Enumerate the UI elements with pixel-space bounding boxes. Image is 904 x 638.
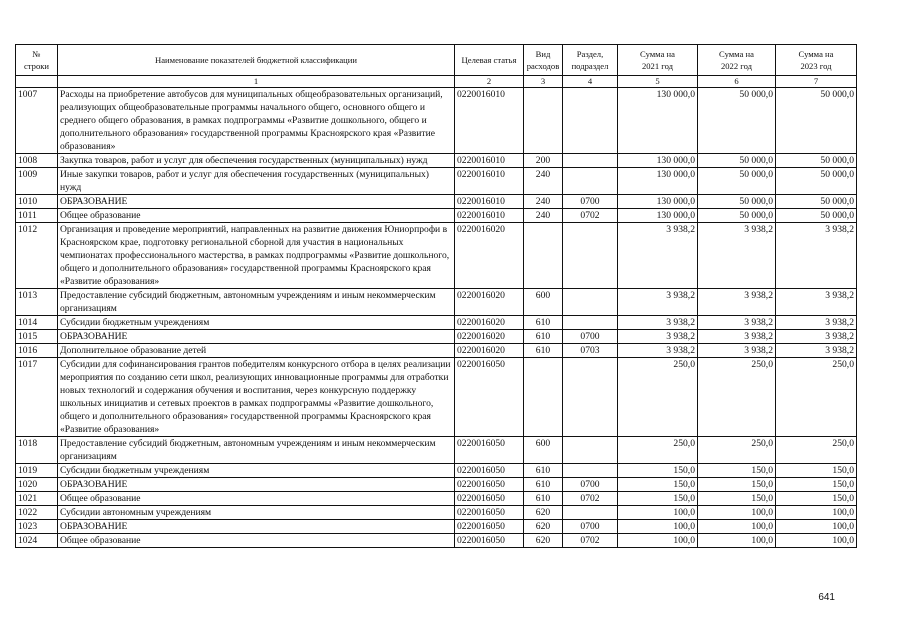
row-name: Общее образование bbox=[58, 209, 455, 223]
row-sum-2023: 50 000,0 bbox=[776, 209, 857, 223]
row-number: 1013 bbox=[16, 289, 58, 316]
row-sum-2023: 250,0 bbox=[776, 437, 857, 464]
row-sum-2022: 100,0 bbox=[698, 534, 776, 548]
row-section: 0702 bbox=[563, 209, 618, 223]
row-section bbox=[563, 358, 618, 437]
row-sum-2021: 3 938,2 bbox=[618, 344, 698, 358]
row-number: 1010 bbox=[16, 195, 58, 209]
column-index: 1 bbox=[58, 76, 455, 88]
row-target-article: 0220016050 bbox=[455, 464, 524, 478]
row-sum-2023: 50 000,0 bbox=[776, 154, 857, 168]
row-section bbox=[563, 506, 618, 520]
row-sum-2023: 100,0 bbox=[776, 520, 857, 534]
row-name: Субсидии автономным учреждениям bbox=[58, 506, 455, 520]
row-number: 1009 bbox=[16, 168, 58, 195]
row-number: 1016 bbox=[16, 344, 58, 358]
row-sum-2021: 250,0 bbox=[618, 358, 698, 437]
header-kind: Вид расходов bbox=[524, 45, 563, 76]
row-section: 0700 bbox=[563, 195, 618, 209]
header-sum-2022: Сумма на 2022 год bbox=[698, 45, 776, 76]
row-expense-kind: 610 bbox=[524, 478, 563, 492]
row-sum-2022: 250,0 bbox=[698, 358, 776, 437]
row-number: 1020 bbox=[16, 478, 58, 492]
table-row bbox=[16, 358, 857, 437]
table-row bbox=[16, 506, 857, 520]
table-row bbox=[16, 520, 857, 534]
row-number: 1008 bbox=[16, 154, 58, 168]
row-sum-2023: 3 938,2 bbox=[776, 316, 857, 330]
row-target-article: 0220016050 bbox=[455, 534, 524, 548]
row-sum-2023: 50 000,0 bbox=[776, 195, 857, 209]
header-section: Раздел, подраздел bbox=[563, 45, 618, 76]
row-section bbox=[563, 88, 618, 154]
row-target-article: 0220016010 bbox=[455, 154, 524, 168]
header-row bbox=[16, 45, 857, 76]
row-expense-kind: 240 bbox=[524, 168, 563, 195]
row-number: 1023 bbox=[16, 520, 58, 534]
row-target-article: 0220016010 bbox=[455, 168, 524, 195]
row-sum-2022: 50 000,0 bbox=[698, 88, 776, 154]
row-sum-2022: 50 000,0 bbox=[698, 195, 776, 209]
row-section: 0700 bbox=[563, 330, 618, 344]
row-number: 1019 bbox=[16, 464, 58, 478]
row-target-article: 0220016050 bbox=[455, 437, 524, 464]
table-row bbox=[16, 195, 857, 209]
row-sum-2022: 50 000,0 bbox=[698, 168, 776, 195]
row-section: 0700 bbox=[563, 478, 618, 492]
table-row bbox=[16, 478, 857, 492]
table-row bbox=[16, 492, 857, 506]
row-sum-2023: 100,0 bbox=[776, 506, 857, 520]
table-row bbox=[16, 316, 857, 330]
row-sum-2023: 150,0 bbox=[776, 464, 857, 478]
header-row-no: № строки bbox=[16, 45, 58, 76]
row-target-article: 0220016050 bbox=[455, 506, 524, 520]
row-sum-2023: 3 938,2 bbox=[776, 344, 857, 358]
row-name: Дополнительное образование детей bbox=[58, 344, 455, 358]
table-row bbox=[16, 534, 857, 548]
row-sum-2023: 3 938,2 bbox=[776, 330, 857, 344]
row-sum-2023: 50 000,0 bbox=[776, 88, 857, 154]
row-section bbox=[563, 464, 618, 478]
column-index: 2 bbox=[455, 76, 524, 88]
row-sum-2021: 130 000,0 bbox=[618, 209, 698, 223]
column-index: 5 bbox=[618, 76, 698, 88]
row-expense-kind bbox=[524, 88, 563, 154]
row-target-article: 0220016050 bbox=[455, 492, 524, 506]
row-sum-2023: 150,0 bbox=[776, 492, 857, 506]
row-target-article: 0220016020 bbox=[455, 316, 524, 330]
row-sum-2021: 150,0 bbox=[618, 478, 698, 492]
row-number: 1024 bbox=[16, 534, 58, 548]
row-sum-2022: 50 000,0 bbox=[698, 154, 776, 168]
row-number: 1018 bbox=[16, 437, 58, 464]
row-sum-2023: 100,0 bbox=[776, 534, 857, 548]
header-target: Целевая статья bbox=[455, 45, 524, 76]
table-row bbox=[16, 209, 857, 223]
row-sum-2021: 100,0 bbox=[618, 520, 698, 534]
column-index-blank bbox=[16, 76, 58, 88]
row-sum-2021: 3 938,2 bbox=[618, 316, 698, 330]
row-sum-2021: 150,0 bbox=[618, 464, 698, 478]
row-name: ОБРАЗОВАНИЕ bbox=[58, 478, 455, 492]
row-expense-kind bbox=[524, 223, 563, 289]
row-target-article: 0220016050 bbox=[455, 358, 524, 437]
row-target-article: 0220016010 bbox=[455, 88, 524, 154]
row-target-article: 0220016020 bbox=[455, 289, 524, 316]
row-sum-2021: 3 938,2 bbox=[618, 330, 698, 344]
header-sum-2023: Сумма на 2023 год bbox=[776, 45, 857, 76]
row-expense-kind: 610 bbox=[524, 492, 563, 506]
row-sum-2022: 100,0 bbox=[698, 520, 776, 534]
row-sum-2023: 50 000,0 bbox=[776, 168, 857, 195]
row-name: ОБРАЗОВАНИЕ bbox=[58, 330, 455, 344]
row-sum-2022: 150,0 bbox=[698, 464, 776, 478]
row-sum-2022: 150,0 bbox=[698, 492, 776, 506]
row-sum-2022: 3 938,2 bbox=[698, 289, 776, 316]
table-row bbox=[16, 154, 857, 168]
row-expense-kind: 610 bbox=[524, 344, 563, 358]
row-name: Общее образование bbox=[58, 534, 455, 548]
column-index: 7 bbox=[776, 76, 857, 88]
row-expense-kind bbox=[524, 358, 563, 437]
row-sum-2021: 130 000,0 bbox=[618, 195, 698, 209]
row-expense-kind: 240 bbox=[524, 195, 563, 209]
row-sum-2023: 3 938,2 bbox=[776, 223, 857, 289]
column-index: 6 bbox=[698, 76, 776, 88]
page-number: 641 bbox=[818, 592, 835, 603]
row-name: Общее образование bbox=[58, 492, 455, 506]
row-sum-2022: 3 938,2 bbox=[698, 316, 776, 330]
row-target-article: 0220016010 bbox=[455, 195, 524, 209]
row-expense-kind: 600 bbox=[524, 289, 563, 316]
header-name: Наименование показателей бюджетной классификации bbox=[58, 45, 455, 76]
row-expense-kind: 200 bbox=[524, 154, 563, 168]
table-row bbox=[16, 168, 857, 195]
row-sum-2022: 3 938,2 bbox=[698, 344, 776, 358]
row-target-article: 0220016050 bbox=[455, 478, 524, 492]
row-section bbox=[563, 223, 618, 289]
header-sum-2021: Сумма на 2021 год bbox=[618, 45, 698, 76]
column-index: 4 bbox=[563, 76, 618, 88]
row-target-article: 0220016050 bbox=[455, 520, 524, 534]
row-sum-2022: 150,0 bbox=[698, 478, 776, 492]
row-sum-2021: 250,0 bbox=[618, 437, 698, 464]
row-section: 0702 bbox=[563, 534, 618, 548]
row-number: 1011 bbox=[16, 209, 58, 223]
row-name: ОБРАЗОВАНИЕ bbox=[58, 195, 455, 209]
row-sum-2022: 250,0 bbox=[698, 437, 776, 464]
row-sum-2023: 150,0 bbox=[776, 478, 857, 492]
row-name: Субсидии бюджетным учреждениям bbox=[58, 464, 455, 478]
table-row bbox=[16, 437, 857, 464]
row-number: 1021 bbox=[16, 492, 58, 506]
row-sum-2022: 3 938,2 bbox=[698, 330, 776, 344]
row-target-article: 0220016020 bbox=[455, 223, 524, 289]
row-number: 1022 bbox=[16, 506, 58, 520]
row-number: 1014 bbox=[16, 316, 58, 330]
row-name: Субсидии для софинансирования грантов победителям конкурсного отбора в целях реализации мероприятия по созданию сети школ, реализующих инновационные программы для отработки новых технологий и содержания обучения и воспитания, через конкурсную поддержку школьных инициатив и сетевых проектов в рамках подпрограммы «Развитие дошкольного, общего и дополнительного образования» государственной программы Красноярского края «Развитие образования» bbox=[58, 358, 455, 437]
row-expense-kind: 610 bbox=[524, 316, 563, 330]
row-sum-2023: 3 938,2 bbox=[776, 289, 857, 316]
row-expense-kind: 610 bbox=[524, 464, 563, 478]
row-section: 0702 bbox=[563, 492, 618, 506]
table-row bbox=[16, 223, 857, 289]
row-name: Субсидии бюджетным учреждениям bbox=[58, 316, 455, 330]
column-index: 3 bbox=[524, 76, 563, 88]
row-name: Организация и проведение мероприятий, направленных на развитие движения Юниорпрофи в Красноярском крае, подготовку региональной сборной для участия в национальных чемпионатах профессионального мастерства, в рамках подпрограммы «Развитие дошкольного, общего и дополнительного образования» государственной программы Красноярского края «Развитие образования» bbox=[58, 223, 455, 289]
row-sum-2023: 250,0 bbox=[776, 358, 857, 437]
table-row bbox=[16, 289, 857, 316]
row-section bbox=[563, 289, 618, 316]
budget-table bbox=[15, 44, 857, 548]
row-number: 1017 bbox=[16, 358, 58, 437]
row-sum-2021: 150,0 bbox=[618, 492, 698, 506]
row-name: Расходы на приобретение автобусов для муниципальных общеобразовательных организаций, реализующих общеобразовательные программы начального общего, основного общего и среднего общего образования, в рамках подпрограммы «Развитие дошкольного, общего и дополнительного образования» государственной программы Красноярского края «Развитие образования» bbox=[58, 88, 455, 154]
table-row bbox=[16, 330, 857, 344]
row-expense-kind: 600 bbox=[524, 437, 563, 464]
table-row bbox=[16, 464, 857, 478]
row-sum-2021: 100,0 bbox=[618, 534, 698, 548]
row-sum-2021: 130 000,0 bbox=[618, 168, 698, 195]
row-number: 1015 bbox=[16, 330, 58, 344]
column-index-row bbox=[16, 76, 857, 88]
row-name: ОБРАЗОВАНИЕ bbox=[58, 520, 455, 534]
row-sum-2021: 3 938,2 bbox=[618, 223, 698, 289]
row-expense-kind: 620 bbox=[524, 520, 563, 534]
row-number: 1007 bbox=[16, 88, 58, 154]
row-sum-2021: 100,0 bbox=[618, 506, 698, 520]
row-expense-kind: 240 bbox=[524, 209, 563, 223]
row-number: 1012 bbox=[16, 223, 58, 289]
row-section bbox=[563, 154, 618, 168]
row-sum-2022: 50 000,0 bbox=[698, 209, 776, 223]
row-sum-2021: 130 000,0 bbox=[618, 154, 698, 168]
row-name: Предоставление субсидий бюджетным, автономным учреждениям и иным некоммерческим организациям bbox=[58, 437, 455, 464]
row-expense-kind: 610 bbox=[524, 330, 563, 344]
row-expense-kind: 620 bbox=[524, 506, 563, 520]
row-name: Закупка товаров, работ и услуг для обеспечения государственных (муниципальных) нужд bbox=[58, 154, 455, 168]
row-sum-2021: 3 938,2 bbox=[618, 289, 698, 316]
row-section bbox=[563, 316, 618, 330]
row-section bbox=[563, 437, 618, 464]
row-sum-2022: 3 938,2 bbox=[698, 223, 776, 289]
row-section bbox=[563, 168, 618, 195]
row-section: 0700 bbox=[563, 520, 618, 534]
row-name: Предоставление субсидий бюджетным, автономным учреждениям и иным некоммерческим организациям bbox=[58, 289, 455, 316]
table-row bbox=[16, 88, 857, 154]
row-target-article: 0220016020 bbox=[455, 344, 524, 358]
row-sum-2021: 130 000,0 bbox=[618, 88, 698, 154]
row-sum-2022: 100,0 bbox=[698, 506, 776, 520]
row-target-article: 0220016020 bbox=[455, 330, 524, 344]
row-section: 0703 bbox=[563, 344, 618, 358]
table-row bbox=[16, 344, 857, 358]
row-expense-kind: 620 bbox=[524, 534, 563, 548]
row-name: Иные закупки товаров, работ и услуг для обеспечения государственных (муниципальных) нужд bbox=[58, 168, 455, 195]
row-target-article: 0220016010 bbox=[455, 209, 524, 223]
